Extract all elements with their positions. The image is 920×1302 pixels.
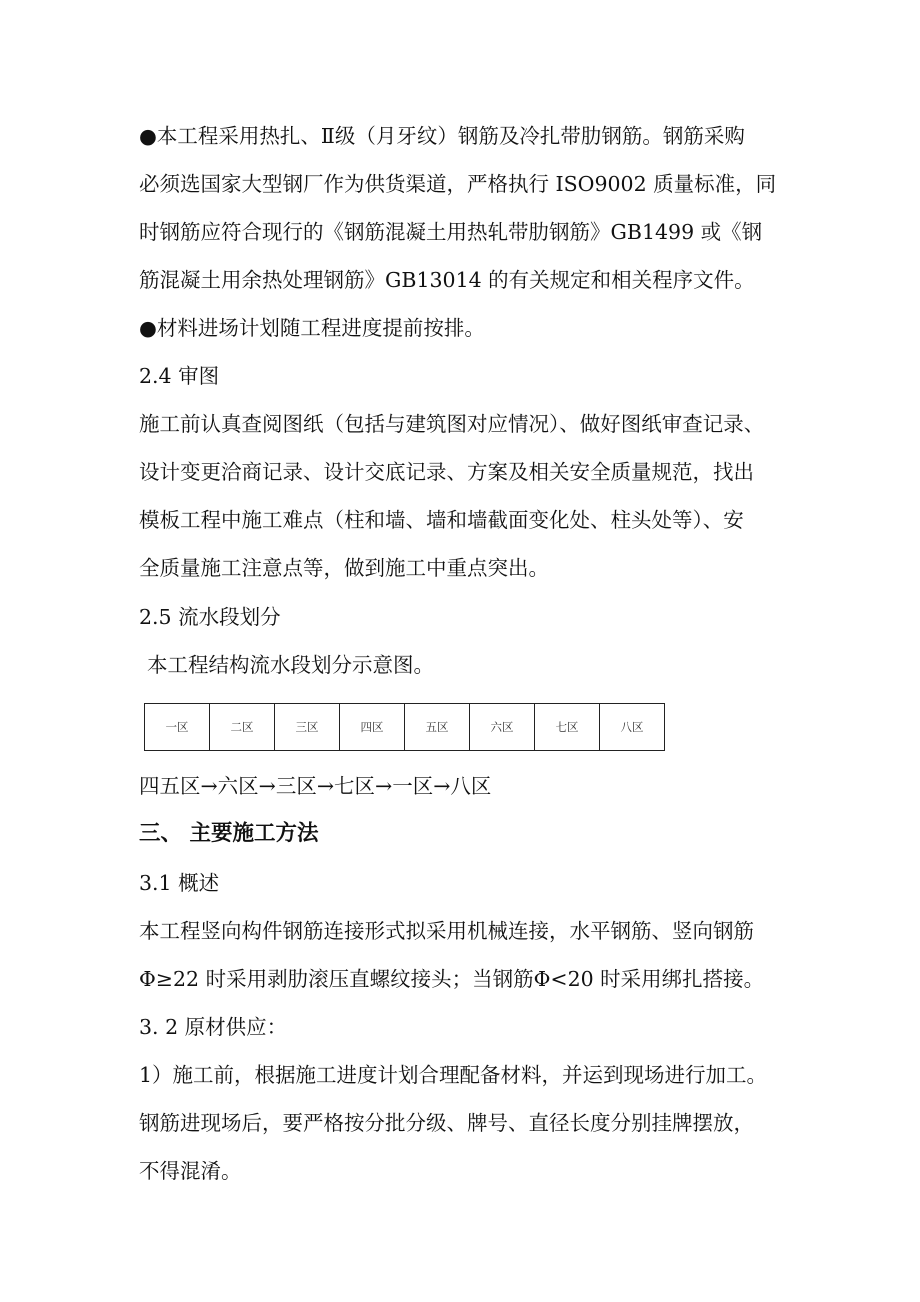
paragraph-line: 时钢筋应符合现行的《钢筋混凝土用热轧带肋钢筋》GB1499 或《钢: [139, 220, 763, 244]
paragraph-line: ●材料进场计划随工程进度提前按排。: [139, 316, 485, 340]
zone-row: [145, 704, 665, 751]
paragraph-line: 1）施工前，根据施工进度计划合理配备材料，并运到现场进行加工。: [139, 1063, 768, 1087]
zone-cell: 八区: [600, 704, 665, 751]
zone-cell: 四区: [340, 704, 405, 751]
paragraph-line: 本工程竖向构件钢筋连接形式拟采用机械连接，水平钢筋、竖向钢筋: [139, 919, 754, 943]
paragraph-line: 筋混凝土用余热处理钢筋》GB13014 的有关规定和相关程序文件。: [139, 268, 755, 292]
paragraph-line: 施工前认真查阅图纸（包括与建筑图对应情况）、做好图纸审查记录、: [139, 412, 765, 436]
zone-sequence: 四五区→六区→三区→七区→一区→八区: [139, 774, 492, 798]
paragraph-line: 不得混淆。: [139, 1159, 242, 1183]
paragraph-line: 本工程结构流水段划分示意图。: [147, 653, 434, 677]
section-heading: 2.5 流水段划分: [139, 605, 281, 629]
paragraph-line: Φ≥22 时采用剥肋滚压直螺纹接头；当钢筋Φ<20 时采用绑扎搭接。: [139, 967, 765, 991]
zone-cell: 二区: [210, 704, 275, 751]
section-heading: 3.1 概述: [139, 871, 220, 895]
paragraph-line: ●本工程采用热扎、Ⅱ级（月牙纹）钢筋及冷扎带肋钢筋。钢筋采购: [139, 124, 745, 148]
section-heading: 3. 2 原材供应：: [139, 1015, 288, 1039]
zone-cell: 一区: [145, 704, 210, 751]
zone-cell: 三区: [275, 704, 340, 751]
paragraph-line: 设计变更洽商记录、设计交底记录、方案及相关安全质量规范，找出: [139, 460, 754, 484]
paragraph-line: 模板工程中施工难点（柱和墙、墙和墙截面变化处、柱头处等）、安: [139, 508, 744, 532]
zone-table: [144, 703, 665, 751]
zone-cell: 五区: [405, 704, 470, 751]
paragraph-line: 钢筋进现场后，要严格按分批分级、牌号、直径长度分别挂牌摆放，: [139, 1111, 754, 1135]
paragraph-line: 全质量施工注意点等，做到施工中重点突出。: [139, 556, 549, 580]
zone-cell: 七区: [535, 704, 600, 751]
paragraph-line: 必须选国家大型钢厂作为供货渠道，严格执行 ISO9002 质量标准，同: [139, 172, 777, 196]
section-heading: 2.4 审图: [139, 364, 220, 388]
chapter-heading: 三、 主要施工方法: [139, 821, 319, 846]
zone-cell: 六区: [470, 704, 535, 751]
